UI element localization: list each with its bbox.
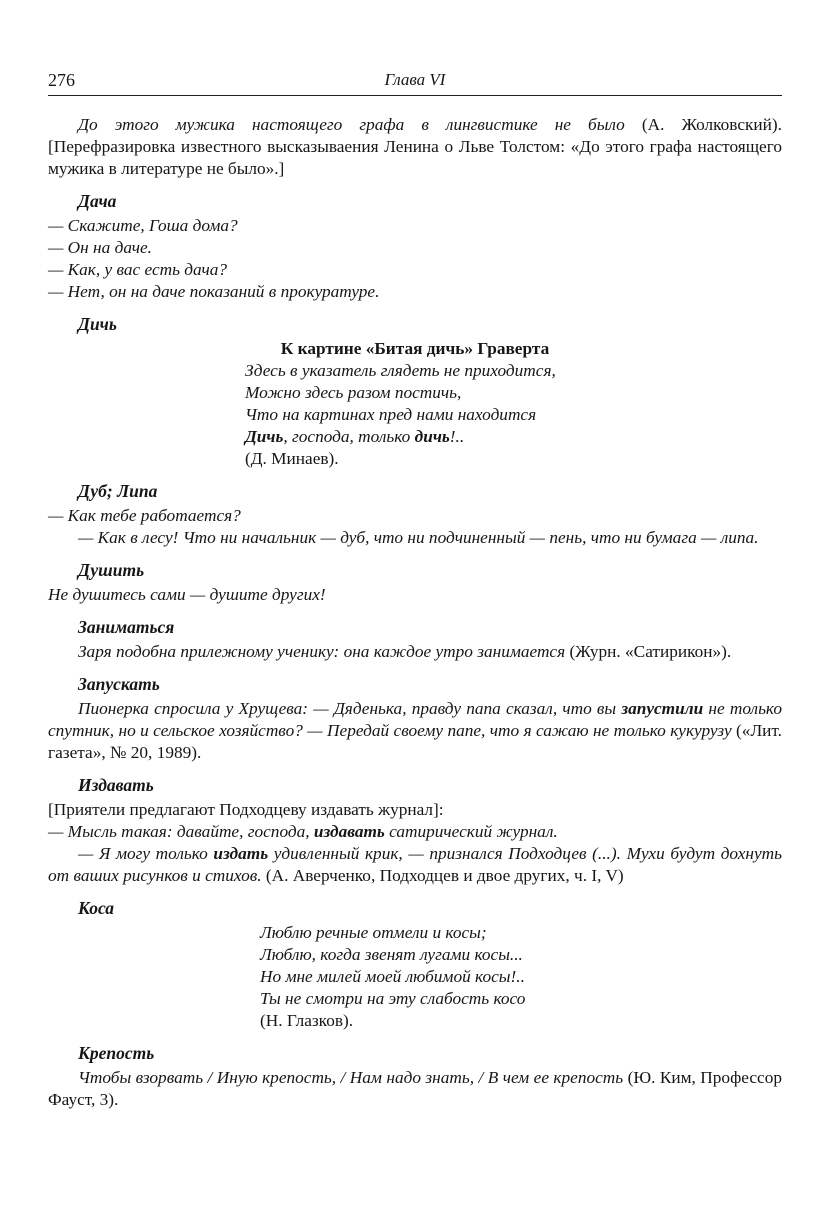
entry-heading-krep: Крепость (78, 1043, 155, 1063)
dacha-line-4: — Нет, он на даче показаний в прокуратуре. (48, 282, 380, 301)
zanim-source: (Журн. «Сатирикон»). (565, 642, 732, 661)
poem-dich-line-4-mid: , господа, только (283, 427, 415, 446)
entry-heading-dacha: Дача (78, 191, 117, 211)
entry-heading-izdav: Издавать (78, 775, 154, 795)
zapusk-bold-word: запустили (621, 699, 704, 718)
poem-dich-line-3: Что на картинах пред нами находится (245, 405, 537, 424)
dacha-line-3: — Как, у вас есть дача? (48, 260, 227, 279)
dub-heading-sep: ; (106, 481, 118, 501)
entry-heading-kosa: Коса (78, 898, 115, 918)
entry-heading-dushit: Душить (78, 560, 145, 580)
izdav-paragraph (48, 843, 782, 887)
intro-quote: До этого мужика настоящего графа в лингвистике не было (78, 115, 625, 134)
entry-heading-dich: Дичь (78, 314, 117, 334)
poem-dich-bold-word-2: дичь (414, 427, 450, 446)
dacha-line-2: — Он на даче. (48, 238, 152, 257)
dub-line-1: — Как тебе работается? (48, 506, 241, 525)
dushit-text: Не душитесь сами — душите других! (48, 585, 326, 604)
zanim-paragraph (48, 641, 782, 663)
izdav-line-1-a: — Мысль такая: давайте, господа, (48, 822, 314, 841)
zapusk-paragraph (48, 698, 782, 764)
poem-dich-line-1: Здесь в указатель глядеть не приходится, (245, 361, 556, 380)
izdav-line-2-a: — Я могу только (78, 844, 214, 863)
zapusk-text-2: не только спутник, но и сельское хозяйство? — Передай своему папе, что я сажаю не только кукурузу (48, 699, 782, 740)
page-content (48, 114, 782, 1111)
poem-dich (245, 360, 782, 470)
poem-kosa-author: (Н. Глазков). (260, 1011, 354, 1030)
entry-heading-dub (78, 480, 782, 502)
krep-quote: Чтобы взорвать / Иную крепость, / Нам надо знать, / В чем ее крепость (78, 1068, 624, 1087)
dub-heading-a: Дуб (78, 481, 107, 501)
dacha-line-1: — Скажите, Гоша дома? (48, 216, 238, 235)
poem-kosa-line-3: Но мне милей моей любимой косы!.. (260, 967, 525, 986)
zapusk-text-1: Пионерка спросила у Хрущева: — Дяденька, правду папа сказал, что вы (78, 699, 622, 718)
header-rule (48, 95, 782, 96)
intro-paragraph (48, 114, 782, 180)
zapusk-source: («Лит. газета», № 20, 1989). (48, 721, 782, 762)
izdav-source: (А. Аверченко, Подходцев и двое других, ч. I, V) (261, 866, 624, 885)
dub-heading-b: Липа (117, 481, 158, 501)
krep-paragraph (48, 1067, 782, 1111)
running-title: Глава VI (384, 70, 446, 89)
izdav-line-2-c: удивленный крик, — признался Подходцев (...). Мухи будут дохнуть от ваших рисунков и стихов. (48, 844, 782, 885)
poem-dich-bold-word-1: Дичь (245, 427, 284, 446)
poem-kosa (260, 922, 782, 1032)
izdav-intro: [Приятели предлагают Подходцеву издавать журнал]: (48, 800, 444, 819)
poem-kosa-line-4: Ты не смотри на эту слабость косо (260, 989, 526, 1008)
izdav-line-1 (48, 821, 782, 843)
poem-dich-line-4 (245, 426, 782, 448)
entry-heading-zanim: Заниматься (78, 617, 175, 637)
poem-kosa-line-2: Люблю, когда звенят лугами косы... (260, 945, 523, 964)
page-number: 276 (48, 70, 75, 90)
poem-title-dich: К картине «Битая дичь» Граверта (280, 339, 550, 358)
krep-source: (Ю. Ким, Профессор Фауст, 3). (48, 1068, 782, 1109)
entry-heading-zapusk: Запускать (78, 674, 160, 694)
zanim-quote: Заря подобна прилежному ученику: она каждое утро занимается (78, 642, 566, 661)
poem-dich-author: (Д. Минаев). (245, 449, 339, 468)
intro-source: (А. Жолковский). [Перефразировка известного высказываения Ленина о Льве Толстом: «До этого графа настоящего мужика в литературе не было».] (48, 115, 782, 178)
poem-kosa-line-1: Люблю речные отмели и косы; (260, 923, 487, 942)
poem-dich-line-2: Можно здесь разом постичь, (245, 383, 462, 402)
dub-line-2: — Как в лесу! Что ни начальник — дуб, что ни подчиненный — пень, что ни бумага — липа. (78, 528, 759, 547)
izdav-bold-word-1: издавать (313, 822, 385, 841)
page-header (48, 70, 782, 94)
poem-dich-line-4-end: !.. (449, 427, 465, 446)
izdav-bold-word-2: издать (213, 844, 269, 863)
izdav-line-1-c: сатирический журнал. (384, 822, 558, 841)
